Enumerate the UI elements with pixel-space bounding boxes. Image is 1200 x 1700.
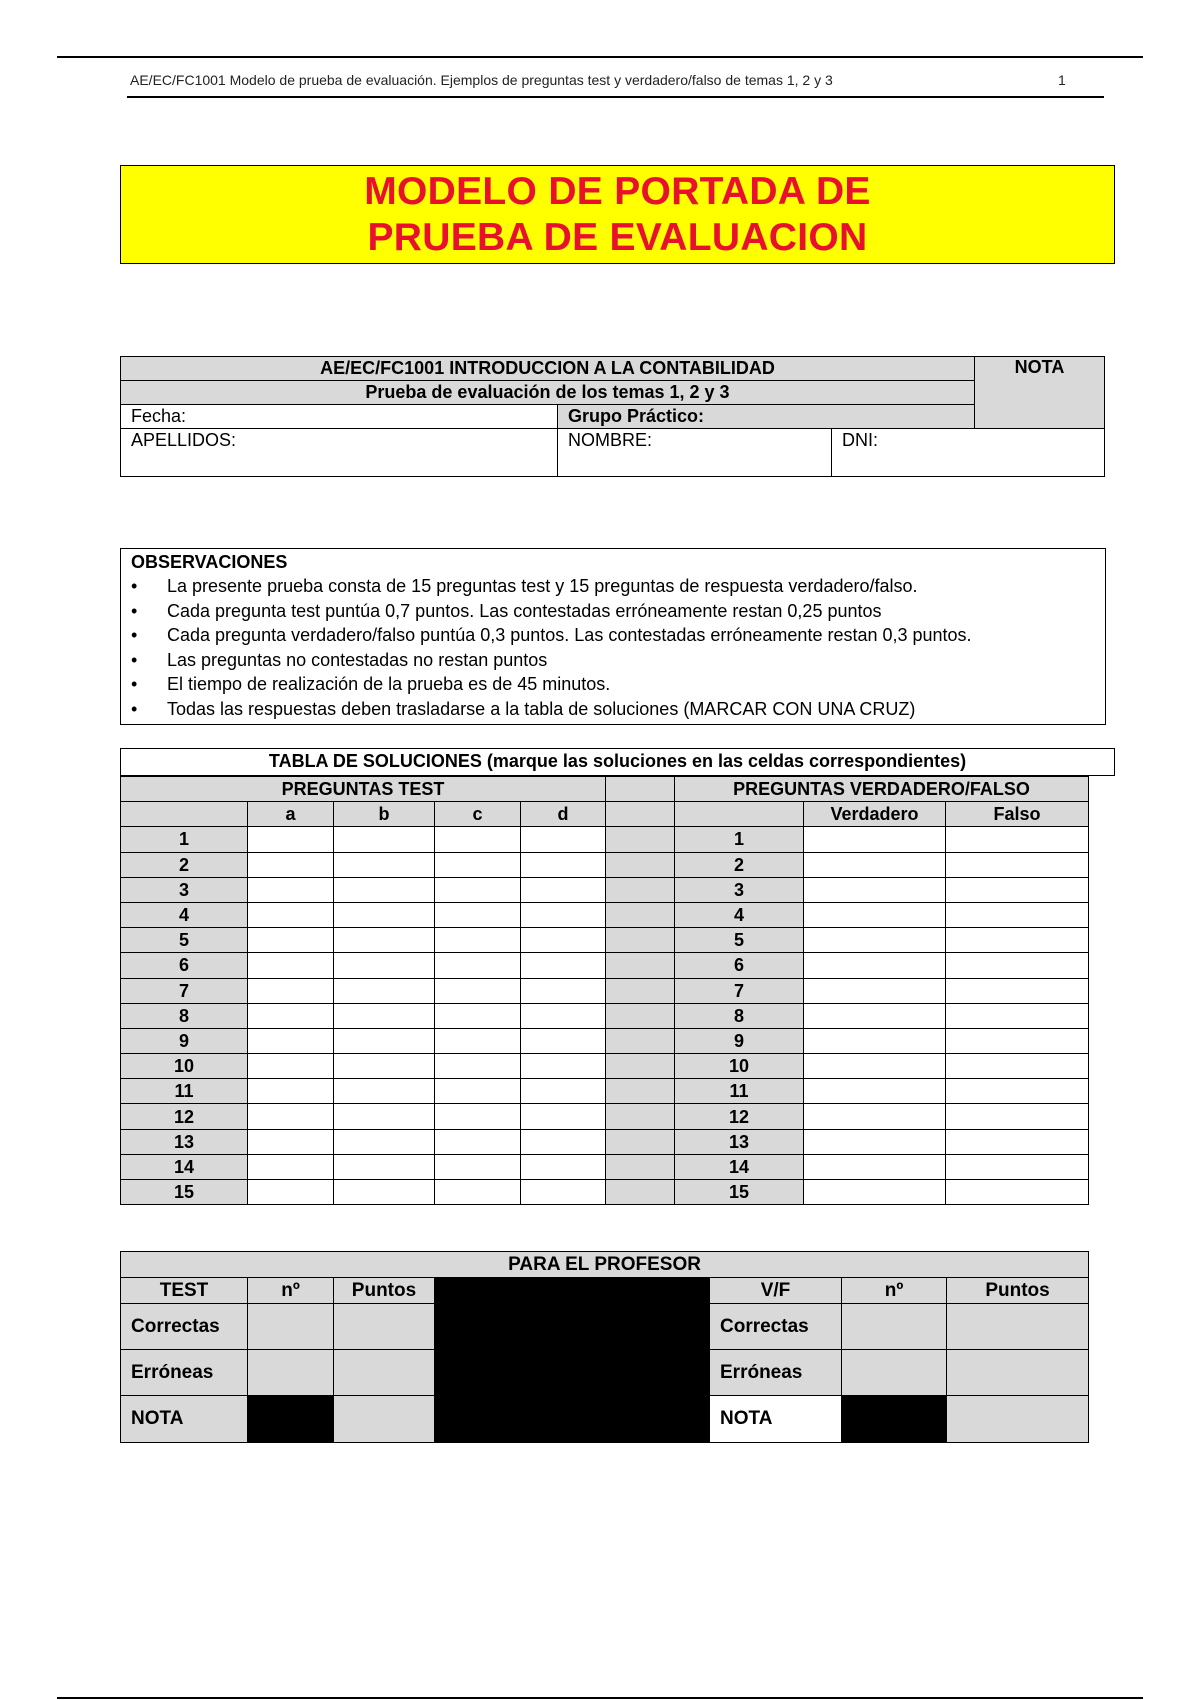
correctas-label: Correctas	[710, 1304, 842, 1350]
solutions-title: TABLA DE SOLUCIONES (marque las soluciones en las celdas correspondientes)	[120, 748, 1115, 776]
puntos-label: Puntos	[334, 1278, 435, 1304]
puntos-label: Puntos	[947, 1278, 1089, 1304]
answer-cell-falso[interactable]	[946, 827, 1089, 852]
student-info-table	[120, 356, 1105, 477]
spacer-cell	[606, 1104, 675, 1129]
answer-cell-c[interactable]	[435, 1129, 521, 1154]
blacked-cell	[842, 1396, 947, 1443]
answer-cell-a[interactable]	[248, 1129, 334, 1154]
spacer-cell	[606, 1180, 675, 1205]
table-row	[121, 928, 1089, 953]
observaciones-title: OBSERVACIONES	[131, 552, 288, 572]
fecha-field[interactable]: Fecha:	[121, 405, 558, 429]
vf-erroneas-puntos[interactable]	[947, 1350, 1089, 1396]
answer-cell-c[interactable]	[435, 953, 521, 978]
vf-erroneas-n[interactable]	[842, 1350, 947, 1396]
observaciones-box	[120, 548, 1106, 725]
answer-cell-a[interactable]	[248, 978, 334, 1003]
answer-cell-c[interactable]	[435, 1180, 521, 1205]
answer-cell-b[interactable]	[334, 978, 435, 1003]
answer-cell-verdadero[interactable]	[804, 978, 946, 1003]
blank-header-cell	[675, 802, 804, 827]
answer-cell-a[interactable]	[248, 852, 334, 877]
vf-question-number: 4	[675, 902, 804, 927]
vf-question-number: 3	[675, 877, 804, 902]
answer-cell-b[interactable]	[334, 1054, 435, 1079]
answer-cell-d[interactable]	[521, 902, 606, 927]
vf-question-number: 5	[675, 928, 804, 953]
option-header-falso: Falso	[946, 802, 1089, 827]
answer-cell-a[interactable]	[248, 1054, 334, 1079]
page-number: 1	[1058, 72, 1066, 88]
answer-cell-d[interactable]	[521, 953, 606, 978]
answer-cell-d[interactable]	[521, 1028, 606, 1053]
table-row	[121, 1129, 1089, 1154]
answer-cell-verdadero[interactable]	[804, 852, 946, 877]
answer-cell-d[interactable]	[521, 1180, 606, 1205]
table-row	[121, 1180, 1089, 1205]
test-question-number: 7	[121, 978, 248, 1003]
blacked-cell	[521, 1278, 606, 1304]
spacer-cell	[606, 1154, 675, 1179]
list-item: • Las preguntas no contestadas no restan puntos	[131, 648, 1095, 673]
vf-correctas-puntos[interactable]	[947, 1304, 1089, 1350]
answer-cell-a[interactable]	[248, 827, 334, 852]
vf-question-number: 8	[675, 1003, 804, 1028]
vf-nota-puntos[interactable]	[947, 1396, 1089, 1443]
answer-cell-a[interactable]	[248, 953, 334, 978]
blacked-cell	[521, 1350, 606, 1396]
answer-cell-verdadero[interactable]	[804, 928, 946, 953]
vf-question-number: 12	[675, 1104, 804, 1129]
list-item: • Todas las respuestas deben trasladarse a la tabla de soluciones (MARCAR CON UNA CRUZ)	[131, 697, 1095, 722]
answer-cell-d[interactable]	[521, 1129, 606, 1154]
answer-cell-a[interactable]	[248, 1003, 334, 1028]
answer-cell-verdadero[interactable]	[804, 1028, 946, 1053]
answer-cell-b[interactable]	[334, 852, 435, 877]
test-correctas-puntos[interactable]	[334, 1304, 435, 1350]
correctas-label: Correctas	[121, 1304, 248, 1350]
option-header-c: c	[435, 802, 521, 827]
answer-cell-b[interactable]	[334, 827, 435, 852]
answer-cell-falso[interactable]	[946, 1028, 1089, 1053]
blacked-cell	[435, 1350, 521, 1396]
answer-cell-verdadero[interactable]	[804, 1079, 946, 1104]
grupo-field[interactable]: Grupo Práctico:	[558, 405, 975, 429]
table-row	[121, 1003, 1089, 1028]
table-row	[121, 1104, 1089, 1129]
vf-question-number: 9	[675, 1028, 804, 1053]
solutions-table	[120, 776, 1089, 1205]
blacked-cell	[606, 1304, 710, 1350]
spacer-cell	[606, 1129, 675, 1154]
answer-cell-verdadero[interactable]	[804, 827, 946, 852]
answer-cell-falso[interactable]	[946, 1180, 1089, 1205]
top-rule	[57, 56, 1143, 58]
answer-cell-b[interactable]	[334, 1180, 435, 1205]
dni-field[interactable]: DNI:	[832, 429, 1105, 477]
blacked-cell	[521, 1304, 606, 1350]
answer-cell-b[interactable]	[334, 902, 435, 927]
spacer-cell	[606, 902, 675, 927]
option-header-a: a	[248, 802, 334, 827]
answer-cell-b[interactable]	[334, 1154, 435, 1179]
table-row	[121, 1028, 1089, 1053]
answer-cell-falso[interactable]	[946, 1003, 1089, 1028]
answer-cell-c[interactable]	[435, 978, 521, 1003]
answer-cell-falso[interactable]	[946, 902, 1089, 927]
table-row	[121, 852, 1089, 877]
vf-question-number: 6	[675, 953, 804, 978]
option-header-verdadero: Verdadero	[804, 802, 946, 827]
profesor-table	[120, 1251, 1089, 1443]
table-row	[121, 827, 1089, 852]
answer-cell-a[interactable]	[248, 1104, 334, 1129]
option-header-b: b	[334, 802, 435, 827]
answer-cell-d[interactable]	[521, 928, 606, 953]
title-banner	[120, 165, 1115, 264]
answer-cell-c[interactable]	[435, 1028, 521, 1053]
test-erroneas-n[interactable]	[248, 1350, 334, 1396]
answer-cell-b[interactable]	[334, 1003, 435, 1028]
answer-cell-verdadero[interactable]	[804, 877, 946, 902]
answer-cell-c[interactable]	[435, 852, 521, 877]
banner-line-2: PRUEBA DE EVALUACION	[367, 215, 868, 259]
spacer-cell	[606, 1003, 675, 1028]
test-question-number: 11	[121, 1079, 248, 1104]
spacer-cell	[606, 928, 675, 953]
test-question-number: 6	[121, 953, 248, 978]
answer-cell-falso[interactable]	[946, 928, 1089, 953]
blacked-cell	[248, 1396, 334, 1443]
answer-cell-falso[interactable]	[946, 953, 1089, 978]
spacer-cell	[606, 953, 675, 978]
answer-cell-falso[interactable]	[946, 1104, 1089, 1129]
nota-box[interactable]: NOTA	[975, 357, 1105, 429]
answer-cell-d[interactable]	[521, 1154, 606, 1179]
blacked-cell	[521, 1396, 606, 1443]
blacked-cell	[435, 1304, 521, 1350]
test-question-number: 9	[121, 1028, 248, 1053]
answer-cell-verdadero[interactable]	[804, 1154, 946, 1179]
spacer-cell	[606, 777, 675, 802]
test-question-number: 1	[121, 827, 248, 852]
answer-cell-b[interactable]	[334, 1028, 435, 1053]
answer-cell-falso[interactable]	[946, 1129, 1089, 1154]
answer-cell-c[interactable]	[435, 928, 521, 953]
table-row	[121, 877, 1089, 902]
header-underline	[127, 96, 1104, 98]
table-row	[121, 953, 1089, 978]
answer-cell-b[interactable]	[334, 928, 435, 953]
n-label: nº	[248, 1278, 334, 1304]
vf-question-number: 13	[675, 1129, 804, 1154]
exam-subtitle: Prueba de evaluación de los temas 1, 2 y 3	[121, 381, 975, 405]
table-row	[121, 1154, 1089, 1179]
vf-section-header: PREGUNTAS VERDADERO/FALSO	[675, 777, 1089, 802]
bottom-rule	[57, 1697, 1143, 1699]
course-title: AE/EC/FC1001 INTRODUCCION A LA CONTABILIDAD	[121, 357, 975, 381]
running-title: AE/EC/FC1001 Modelo de prueba de evaluación. Ejemplos de preguntas test y verdadero/falso de temas 1, 2 y 3	[130, 72, 833, 88]
vf-question-number: 7	[675, 978, 804, 1003]
test-question-number: 15	[121, 1180, 248, 1205]
spacer-cell	[606, 802, 675, 827]
vf-correctas-n[interactable]	[842, 1304, 947, 1350]
vf-question-number: 15	[675, 1180, 804, 1205]
answer-cell-b[interactable]	[334, 1104, 435, 1129]
answer-cell-verdadero[interactable]	[804, 1104, 946, 1129]
erroneas-label: Erróneas	[710, 1350, 842, 1396]
answer-cell-a[interactable]	[248, 1180, 334, 1205]
spacer-cell	[606, 852, 675, 877]
answer-cell-falso[interactable]	[946, 1054, 1089, 1079]
table-row	[121, 978, 1089, 1003]
answer-cell-a[interactable]	[248, 1079, 334, 1104]
test-question-number: 4	[121, 902, 248, 927]
spacer-cell	[606, 1028, 675, 1053]
vf-question-number: 11	[675, 1079, 804, 1104]
spacer-cell	[606, 1054, 675, 1079]
answer-cell-falso[interactable]	[946, 877, 1089, 902]
blacked-cell	[435, 1396, 521, 1443]
list-item: • La presente prueba consta de 15 preguntas test y 15 preguntas de respuesta verdadero/falso.	[131, 574, 1095, 599]
answer-cell-b[interactable]	[334, 1079, 435, 1104]
erroneas-label: Erróneas	[121, 1350, 248, 1396]
vf-question-number: 14	[675, 1154, 804, 1179]
spacer-cell	[606, 877, 675, 902]
blacked-cell	[606, 1350, 710, 1396]
answer-cell-d[interactable]	[521, 978, 606, 1003]
banner-line-1: MODELO DE PORTADA DE	[364, 169, 871, 213]
answer-cell-c[interactable]	[435, 1079, 521, 1104]
answer-cell-falso[interactable]	[946, 1079, 1089, 1104]
blank-header-cell	[121, 802, 248, 827]
list-item: • El tiempo de realización de la prueba es de 45 minutos.	[131, 672, 1095, 697]
answer-cell-b[interactable]	[334, 1129, 435, 1154]
blacked-cell	[606, 1278, 710, 1304]
answer-cell-verdadero[interactable]	[804, 1054, 946, 1079]
answer-cell-c[interactable]	[435, 1154, 521, 1179]
answer-cell-falso[interactable]	[946, 1154, 1089, 1179]
test-question-number: 14	[121, 1154, 248, 1179]
answer-cell-d[interactable]	[521, 1003, 606, 1028]
answer-cell-verdadero[interactable]	[804, 1129, 946, 1154]
profesor-title: PARA EL PROFESOR	[121, 1252, 1089, 1278]
test-question-number: 5	[121, 928, 248, 953]
spacer-cell	[606, 978, 675, 1003]
spacer-cell	[606, 1079, 675, 1104]
test-question-number: 8	[121, 1003, 248, 1028]
blacked-cell	[606, 1396, 710, 1443]
test-nota-puntos[interactable]	[334, 1396, 435, 1443]
answer-cell-d[interactable]	[521, 852, 606, 877]
answer-cell-c[interactable]	[435, 1003, 521, 1028]
vf-label: V/F	[710, 1278, 842, 1304]
test-question-number: 3	[121, 877, 248, 902]
table-row	[121, 1054, 1089, 1079]
test-correctas-n[interactable]	[248, 1304, 334, 1350]
answer-cell-falso[interactable]	[946, 978, 1089, 1003]
test-label: TEST	[121, 1278, 248, 1304]
answer-cell-c[interactable]	[435, 902, 521, 927]
answer-cell-c[interactable]	[435, 827, 521, 852]
test-erroneas-puntos[interactable]	[334, 1350, 435, 1396]
nota-label: NOTA	[121, 1396, 248, 1443]
nombre-field[interactable]: NOMBRE:	[558, 429, 832, 477]
list-item: • Cada pregunta test puntúa 0,7 puntos. Las contestadas erróneamente restan 0,25 puntos	[131, 599, 1095, 624]
test-question-number: 12	[121, 1104, 248, 1129]
blacked-cell	[435, 1278, 521, 1304]
vf-question-number: 10	[675, 1054, 804, 1079]
answer-cell-verdadero[interactable]	[804, 902, 946, 927]
answer-cell-c[interactable]	[435, 1054, 521, 1079]
spacer-cell	[606, 827, 675, 852]
answer-cell-verdadero[interactable]	[804, 1180, 946, 1205]
answer-cell-b[interactable]	[334, 877, 435, 902]
test-question-number: 10	[121, 1054, 248, 1079]
observaciones-list	[131, 574, 1095, 721]
answer-cell-c[interactable]	[435, 877, 521, 902]
answer-cell-falso[interactable]	[946, 852, 1089, 877]
answer-cell-a[interactable]	[248, 902, 334, 927]
answer-cell-a[interactable]	[248, 877, 334, 902]
answer-cell-d[interactable]	[521, 827, 606, 852]
answer-cell-d[interactable]	[521, 1104, 606, 1129]
answer-cell-d[interactable]	[521, 1054, 606, 1079]
table-row	[121, 1079, 1089, 1104]
apellidos-field[interactable]: APELLIDOS:	[121, 429, 558, 477]
test-question-number: 13	[121, 1129, 248, 1154]
answer-cell-verdadero[interactable]	[804, 953, 946, 978]
test-question-number: 2	[121, 852, 248, 877]
answer-cell-a[interactable]	[248, 1154, 334, 1179]
answer-cell-b[interactable]	[334, 953, 435, 978]
table-row	[121, 902, 1089, 927]
vf-question-number: 2	[675, 852, 804, 877]
answer-cell-d[interactable]	[521, 877, 606, 902]
list-item: • Cada pregunta verdadero/falso puntúa 0,3 puntos. Las contestadas erróneamente restan 0,3 puntos.	[131, 623, 1095, 648]
vf-question-number: 1	[675, 827, 804, 852]
n-label: nº	[842, 1278, 947, 1304]
answer-cell-d[interactable]	[521, 1079, 606, 1104]
answer-cell-verdadero[interactable]	[804, 1003, 946, 1028]
option-header-d: d	[521, 802, 606, 827]
test-section-header: PREGUNTAS TEST	[121, 777, 606, 802]
nota-label: NOTA	[710, 1396, 842, 1443]
answer-cell-a[interactable]	[248, 928, 334, 953]
answer-cell-a[interactable]	[248, 1028, 334, 1053]
answer-cell-c[interactable]	[435, 1104, 521, 1129]
